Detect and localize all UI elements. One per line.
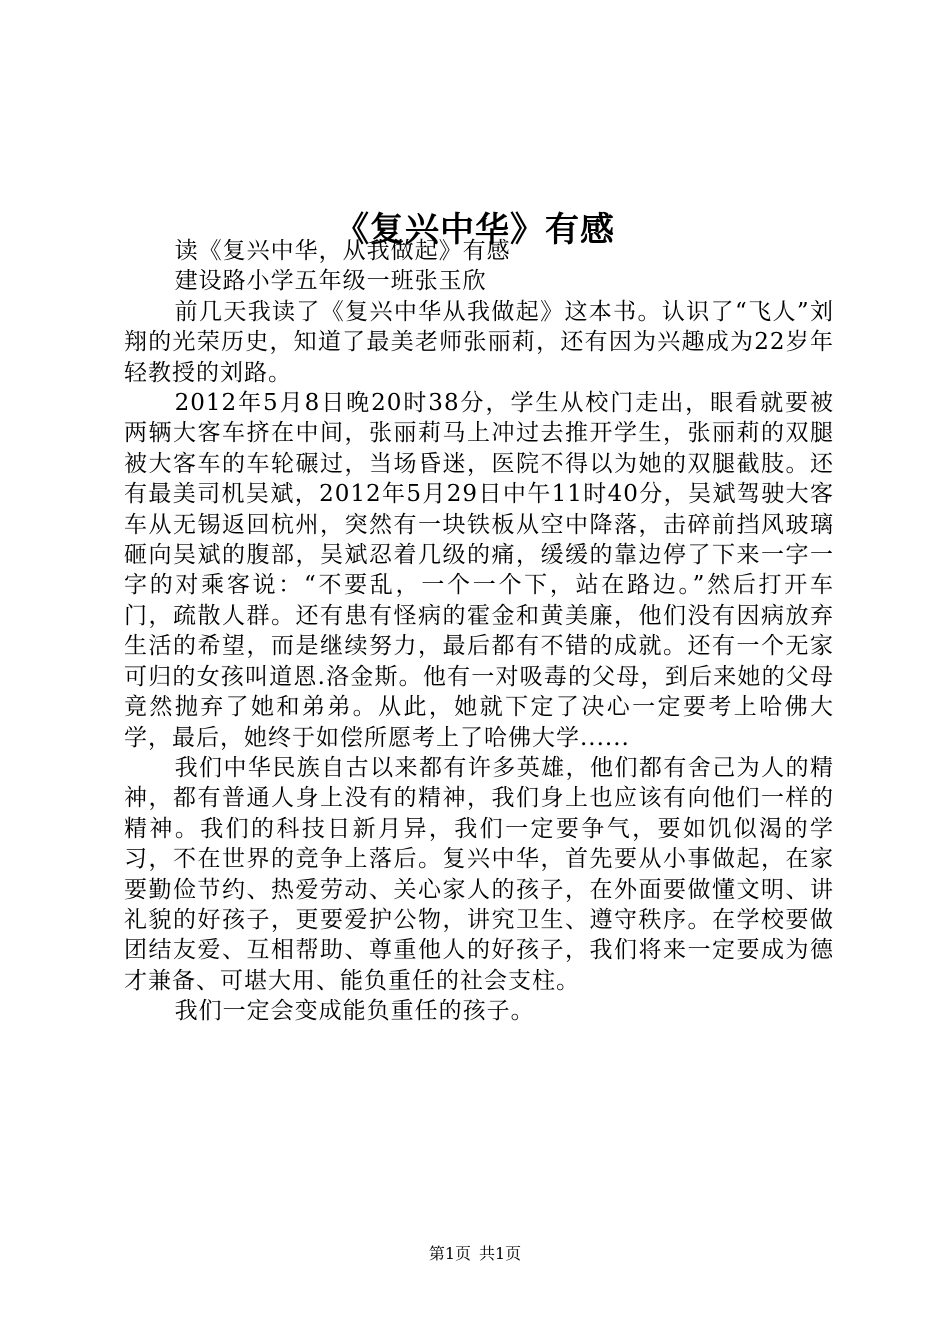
body-paragraph: 前几天我读了《复兴中华从我做起》这本书。认识了“飞人”刘翔的光荣历史，知道了最美老师张丽莉，还有因为兴趣成为22岁年轻教授的刘路。 (124, 298, 834, 386)
closing-paragraph: 我们一定会变成能负重任的孩子。 (174, 998, 535, 1025)
body-paragraph: 2012年5月8日晚20时38分，学生从校门走出，眼看就要被两辆大客车挤在中间，张丽莉马上冲过去推开学生，张丽莉的双腿被大客车的车轮碾过，当场昏迷，医院不得以为她的双腿截肢。还有最美司机吴斌，2012年5月29日中午11时40分，吴斌驾驶大客车从无锡返回杭州，突然有一块铁板从空中降落，击碎前挡风玻璃砸向吴斌的腹部，吴斌忍着几级的痛，缓缓的靠边停了下来一字一字的对乘客说：“不要乱，一个一个下，站在路边。”然后打开车门，疏散人群。还有患有怪病的霍金和黄美廉，他们没有因病放弃生活的希望，而是继续努力，最后都有不错的成就。还有一个无家可归的女孩叫道恩.洛金斯。他有一对吸毒的父母，到后来她的父母竟然抛弃了她和弟弟。从此，她就下定了决心一定要考上哈佛大学，最后，她终于如偿所愿考上了哈佛大学...... (124, 390, 834, 751)
page-total: 共1页 (479, 1244, 522, 1263)
author-line: 建设路小学五年级一班张玉欣 (174, 268, 487, 295)
page-footer (0, 1243, 950, 1265)
body-paragraph: 我们中华民族自古以来都有许多英雄，他们都有舍己为人的精神，都有普通人身上没有的精神，我们身上也应该有向他们一样的精神。我们的科技日新月异，我们一定要争气，要如饥似渴的学习，不在世界的竞争上落后。复兴中华，首先要从小事做起，在家要勤俭节约、热爱劳动、关心家人的孩子，在外面要做懂文明、讲礼貌的好孩子，更要爱护公物，讲究卫生、遵守秩序。在学校要做团结友爱、互相帮助、尊重他人的好孩子，我们将来一定要成为德才兼备、可堪大用、能负重任的社会支柱。 (124, 754, 834, 994)
document-title: 《复兴中华》有感 (335, 209, 615, 250)
subtitle-line: 读《复兴中华，从我做起》有感 (174, 238, 511, 264)
document-body (124, 236, 834, 1027)
page-number: 第1页 (428, 1244, 471, 1263)
